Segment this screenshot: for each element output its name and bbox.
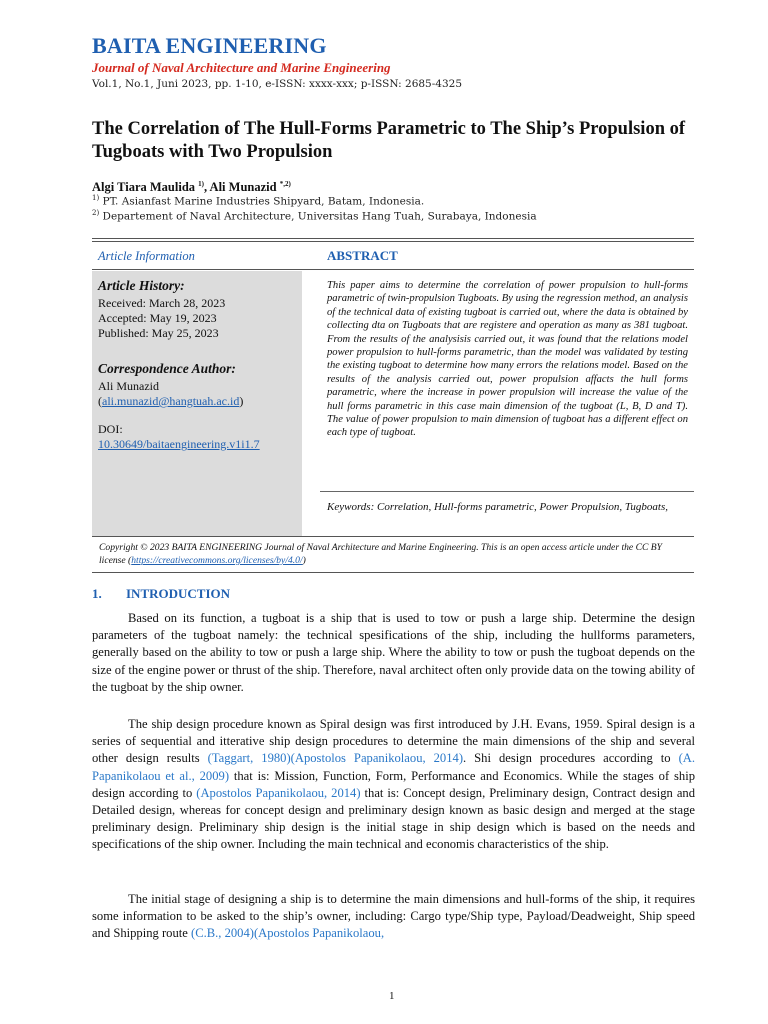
copyright-close: )	[302, 555, 306, 566]
citation-papanikolaou-2009[interactable]: (A. Papanikolaou et al., 2009)	[92, 751, 695, 783]
header-rule-bottom	[92, 269, 694, 270]
author-2: , Ali Munazid	[204, 180, 277, 195]
citation-papanikolaou-2014[interactable]: (Apostolos Papanikolaou, 2014)	[196, 785, 361, 800]
citation-taggart[interactable]: (Taggart, 1980)(Apostolos Papanikolaou, 2014)	[207, 751, 464, 766]
author-2-sup: *,2)	[279, 180, 291, 188]
doi-link[interactable]: 10.30649/baitaengineering.v1i1.7	[98, 437, 260, 451]
intro-paragraph-2	[92, 716, 695, 854]
affiliation-2-text: Departement of Naval Architecture, Universitas Hang Tuah, Surabaya, Indonesia	[102, 210, 537, 223]
section-title-text: INTRODUCTION	[126, 586, 231, 601]
cc-license-link[interactable]: https://creativecommons.org/licenses/by/4.0/	[131, 555, 303, 566]
journal-name: BAITA ENGINEERING	[92, 33, 327, 58]
p2-text-b: . Shi design procedures according to	[463, 751, 679, 766]
affiliation-1	[92, 194, 424, 208]
author-list	[92, 180, 291, 195]
affiliation-1-sup: 1)	[92, 194, 100, 202]
intro-paragraph-1: Based on its function, a tugboat is a ship that is used to tow or push a large ship. Determine the design parameters of the tugboat namely: the technical spesifications of the ship, including the hullforms parameters, generally based on the ability to tow or push a large ship. Where the ability to tow or push the tugboat depends on the size of the engine power or thrust of the ship. Therefore, naval architect often only provide data on the towing ability of the tugboat by the ship owner.	[92, 611, 695, 694]
info-rule-bottom	[92, 536, 694, 537]
keywords: Keywords: Correlation, Hull-forms parametric, Power Propulsion, Tugboats,	[327, 501, 669, 513]
page-number: 1	[389, 990, 395, 1002]
email-close-paren: )	[239, 394, 244, 408]
author-1-sup: 1)	[198, 180, 204, 188]
paper-title: The Correlation of The Hull-Forms Parametric to The Ship’s Propulsion of Tugboats with Two Propulsion	[92, 119, 686, 162]
correspondence-email-link[interactable]: ali.munazid@hangtuah.ac.id	[102, 394, 240, 408]
author-1: Algi Tiara Maulida	[92, 180, 196, 195]
section-heading-introduction	[92, 586, 230, 602]
correspondence-email-line	[98, 394, 243, 409]
received-date: Received: March 28, 2023	[98, 296, 226, 310]
affiliation-1-text: PT. Asianfast Marine Industries Shipyard, Batam, Indonesia.	[102, 195, 425, 208]
affiliation-2-sup: 2)	[92, 209, 100, 217]
intro-paragraph-3	[92, 891, 695, 943]
published-date: Published: May 25, 2023	[98, 326, 219, 340]
doi-label: DOI:	[98, 422, 123, 436]
article-info-heading: Article Information	[98, 249, 195, 263]
citation-cb-2004[interactable]: (C.B., 2004)(Apostolos Papanikolaou,	[191, 926, 385, 941]
history-label: Article History:	[98, 278, 185, 293]
p2-text-d: that is: Concept design, Preliminary design, Contract design and Detailed design, whereas for concept design and preliminary design known as basic design and merged at the stage preliminary design. Preliminary ship design is the initial stage in ship design which is based on the needs and specifications of the ship owner. Including the main technical and economis characteristics of the ship.	[92, 785, 695, 852]
p3-text-a: The initial stage of designing a ship is to determine the main dimensions and hull-forms of the ship, it requires some information to be asked to the ship’s owner, including: Cargo type/Ship type, Payload/Deadweight, Ship speed and Shipping route	[92, 892, 695, 941]
copyright-notice	[99, 541, 689, 567]
affiliation-2	[92, 209, 537, 223]
abstract-heading: ABSTRACT	[327, 248, 398, 263]
journal-meta: Vol.1, No.1, Juni 2023, pp. 1-10, e-ISSN: xxxx-xxx; p-ISSN: 2685-4325	[92, 78, 463, 90]
abstract-body: This paper aims to determine the correlation of power propulsion to hull-forms parametric of twin-propulsion Tugboats. By using the regression method, an analysis of the technical data of existing tugboat is carried out, where the data is obtained by collecting dta on Tugboats that are registere and operation as many as 381 tugboat. From the results of the analysisis carried out, it was found that the relations model power propulsion to hull-forms parametric, than the model was validated by testing the existing tugboat to determine how many errors the relations model. Based on the results of the analysis carried out, power propulsion affacts the hull forms parametric, where the increase in power propulsion will increase the value of the hull forms parametric in this case main dimension of the tugboat (L, B, D and T). The value of power propulsion to main dimension of tugboat has a different effect on each type of tugboat.	[327, 280, 688, 439]
accepted-date: Accepted: May 19, 2023	[98, 311, 217, 325]
p2-text-a: The ship design procedure known as Spiral design was first introduced by J.H. Evans, 1959. Spiral design is a series of sequential and itterative ship design procedures to determine the main dimensions of the ship and several other design results	[92, 717, 695, 766]
keywords-rule	[320, 491, 694, 492]
p2-text-c: that is: Mission, Function, Form, Performance and Economics. While the stages of ship design according to	[92, 768, 695, 800]
correspondence-label: Correspondence Author:	[98, 361, 236, 376]
correspondence-name: Ali Munazid	[98, 379, 159, 393]
header-rule-top-2	[92, 241, 694, 242]
email-open-paren: (	[98, 394, 102, 408]
copyright-text: Copyright © 2023 BAITA ENGINEERING Journal of Naval Architecture and Marine Engineering. This is an open access article under the CC BY license (	[99, 542, 662, 566]
header-rule-top	[92, 238, 694, 239]
journal-subtitle: Journal of Naval Architecture and Marine Engineering	[92, 60, 391, 75]
copyright-rule	[92, 572, 694, 573]
section-number: 1.	[92, 586, 102, 601]
